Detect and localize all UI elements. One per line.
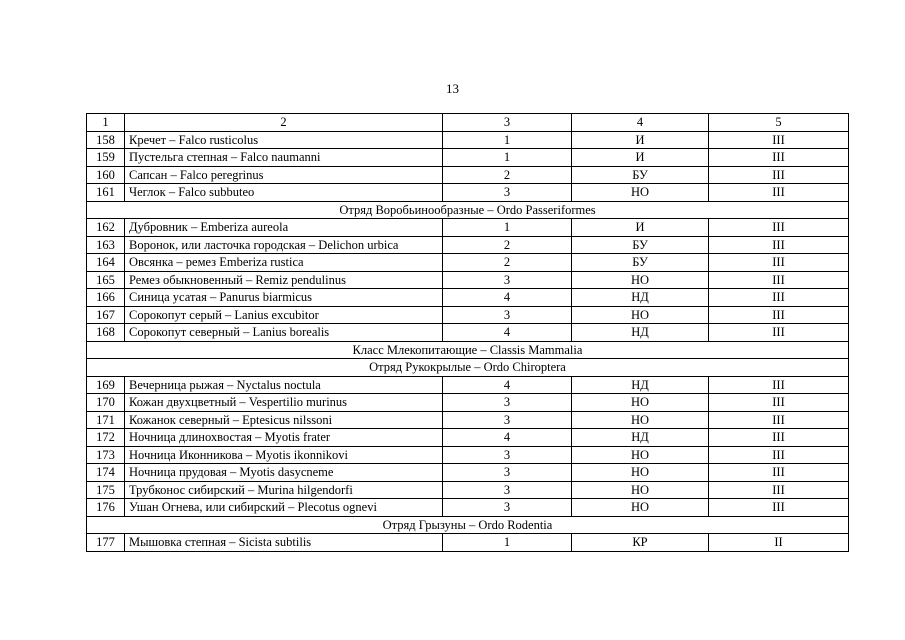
status-cell: НО xyxy=(572,271,709,289)
row-number: 166 xyxy=(87,289,125,307)
status-cell: НО xyxy=(572,394,709,412)
row-number: 177 xyxy=(87,534,125,552)
category-cell: 2 xyxy=(443,236,572,254)
species-name: Ночница Иконникова – Myotis ikonnikovi xyxy=(125,446,443,464)
section-title: Класс Млекопитающие – Classis Mammalia xyxy=(87,341,849,359)
row-number: 159 xyxy=(87,149,125,167)
row-number: 158 xyxy=(87,131,125,149)
status-cell: И xyxy=(572,131,709,149)
category-cell: 4 xyxy=(443,324,572,342)
category-cell: 3 xyxy=(443,411,572,429)
species-name: Сорокопут северный – Lanius borealis xyxy=(125,324,443,342)
section-row xyxy=(87,341,849,359)
status-cell: И xyxy=(572,219,709,237)
table-row xyxy=(87,446,849,464)
header-cell-3: 3 xyxy=(443,114,572,132)
protection-cell: III xyxy=(709,149,849,167)
species-name: Ночница прудовая – Myotis dasycneme xyxy=(125,464,443,482)
protection-cell: III xyxy=(709,429,849,447)
table-row xyxy=(87,464,849,482)
status-cell: НО xyxy=(572,481,709,499)
table-row xyxy=(87,236,849,254)
category-cell: 2 xyxy=(443,254,572,272)
protection-cell: III xyxy=(709,289,849,307)
protection-cell: III xyxy=(709,131,849,149)
species-name: Ночница длинохвостая – Myotis frater xyxy=(125,429,443,447)
row-number: 170 xyxy=(87,394,125,412)
table-row xyxy=(87,254,849,272)
category-cell: 1 xyxy=(443,131,572,149)
header-row xyxy=(87,114,849,132)
row-number: 165 xyxy=(87,271,125,289)
status-cell: НО xyxy=(572,499,709,517)
category-cell: 3 xyxy=(443,446,572,464)
row-number: 160 xyxy=(87,166,125,184)
species-name: Кожан двухцветный – Vespertilio murinus xyxy=(125,394,443,412)
protection-cell: III xyxy=(709,446,849,464)
protection-cell: III xyxy=(709,271,849,289)
row-number: 163 xyxy=(87,236,125,254)
protection-cell: III xyxy=(709,219,849,237)
protection-cell: II xyxy=(709,534,849,552)
status-cell: НД xyxy=(572,289,709,307)
table-row xyxy=(87,411,849,429)
table-row xyxy=(87,149,849,167)
status-cell: НО xyxy=(572,446,709,464)
status-cell: БУ xyxy=(572,236,709,254)
status-cell: НД xyxy=(572,376,709,394)
category-cell: 4 xyxy=(443,376,572,394)
status-cell: И xyxy=(572,149,709,167)
species-name: Сорокопут серый – Lanius excubitor xyxy=(125,306,443,324)
status-cell: КР xyxy=(572,534,709,552)
section-title: Отряд Воробьинообразные – Ordo Passeriformes xyxy=(87,201,849,219)
row-number: 175 xyxy=(87,481,125,499)
table-row xyxy=(87,534,849,552)
row-number: 161 xyxy=(87,184,125,202)
species-name: Ремез обыкновенный – Remiz pendulinus xyxy=(125,271,443,289)
species-name: Трубконос сибирский – Murina hilgendorfi xyxy=(125,481,443,499)
table-row xyxy=(87,306,849,324)
status-cell: БУ xyxy=(572,166,709,184)
row-number: 176 xyxy=(87,499,125,517)
species-name: Пустельга степная – Falco naumanni xyxy=(125,149,443,167)
species-name: Кречет – Falco rusticolus xyxy=(125,131,443,149)
protection-cell: III xyxy=(709,481,849,499)
row-number: 162 xyxy=(87,219,125,237)
species-table xyxy=(86,113,849,552)
table-row xyxy=(87,289,849,307)
row-number: 171 xyxy=(87,411,125,429)
table-row xyxy=(87,429,849,447)
table-row xyxy=(87,394,849,412)
species-name: Сапсан – Falco peregrinus xyxy=(125,166,443,184)
category-cell: 3 xyxy=(443,271,572,289)
category-cell: 3 xyxy=(443,184,572,202)
table-row xyxy=(87,481,849,499)
species-name: Дубровник – Emberiza aureola xyxy=(125,219,443,237)
protection-cell: III xyxy=(709,166,849,184)
table-row xyxy=(87,219,849,237)
protection-cell: III xyxy=(709,236,849,254)
category-cell: 4 xyxy=(443,429,572,447)
status-cell: НО xyxy=(572,306,709,324)
category-cell: 1 xyxy=(443,219,572,237)
protection-cell: III xyxy=(709,394,849,412)
species-name: Ушан Огнева, или сибирский – Plecotus ognevi xyxy=(125,499,443,517)
status-cell: БУ xyxy=(572,254,709,272)
section-row xyxy=(87,359,849,377)
category-cell: 3 xyxy=(443,499,572,517)
header-cell-1: 1 xyxy=(87,114,125,132)
protection-cell: III xyxy=(709,376,849,394)
protection-cell: III xyxy=(709,306,849,324)
status-cell: НО xyxy=(572,464,709,482)
row-number: 169 xyxy=(87,376,125,394)
header-cell-5: 5 xyxy=(709,114,849,132)
section-title: Отряд Рукокрылые – Ordo Chiroptera xyxy=(87,359,849,377)
table-row xyxy=(87,324,849,342)
row-number: 173 xyxy=(87,446,125,464)
species-name: Синица усатая – Panurus biarmicus xyxy=(125,289,443,307)
section-title: Отряд Грызуны – Ordo Rodentia xyxy=(87,516,849,534)
species-name: Чеглок – Falco subbuteo xyxy=(125,184,443,202)
section-row xyxy=(87,516,849,534)
protection-cell: III xyxy=(709,499,849,517)
table-row xyxy=(87,271,849,289)
row-number: 174 xyxy=(87,464,125,482)
status-cell: НО xyxy=(572,411,709,429)
row-number: 168 xyxy=(87,324,125,342)
species-name: Кожанок северный – Eptesicus nilssoni xyxy=(125,411,443,429)
table-row xyxy=(87,376,849,394)
row-number: 167 xyxy=(87,306,125,324)
protection-cell: III xyxy=(709,254,849,272)
row-number: 164 xyxy=(87,254,125,272)
protection-cell: III xyxy=(709,464,849,482)
table-row xyxy=(87,499,849,517)
table-row xyxy=(87,131,849,149)
header-cell-2: 2 xyxy=(125,114,443,132)
category-cell: 3 xyxy=(443,306,572,324)
section-row xyxy=(87,201,849,219)
header-cell-4: 4 xyxy=(572,114,709,132)
status-cell: НО xyxy=(572,184,709,202)
species-name: Вечерница рыжая – Nyctalus noctula xyxy=(125,376,443,394)
status-cell: НД xyxy=(572,429,709,447)
status-cell: НД xyxy=(572,324,709,342)
category-cell: 3 xyxy=(443,464,572,482)
category-cell: 3 xyxy=(443,394,572,412)
row-number: 172 xyxy=(87,429,125,447)
table-row xyxy=(87,184,849,202)
table-body xyxy=(87,114,849,552)
category-cell: 3 xyxy=(443,481,572,499)
category-cell: 1 xyxy=(443,534,572,552)
category-cell: 2 xyxy=(443,166,572,184)
table-row xyxy=(87,166,849,184)
species-name: Воронок, или ласточка городская – Delichon urbica xyxy=(125,236,443,254)
page-number: 13 xyxy=(446,81,459,96)
category-cell: 4 xyxy=(443,289,572,307)
species-name: Мышовка степная – Sicista subtilis xyxy=(125,534,443,552)
protection-cell: III xyxy=(709,184,849,202)
protection-cell: III xyxy=(709,324,849,342)
category-cell: 1 xyxy=(443,149,572,167)
protection-cell: III xyxy=(709,411,849,429)
species-name: Овсянка – ремез Emberiza rustica xyxy=(125,254,443,272)
